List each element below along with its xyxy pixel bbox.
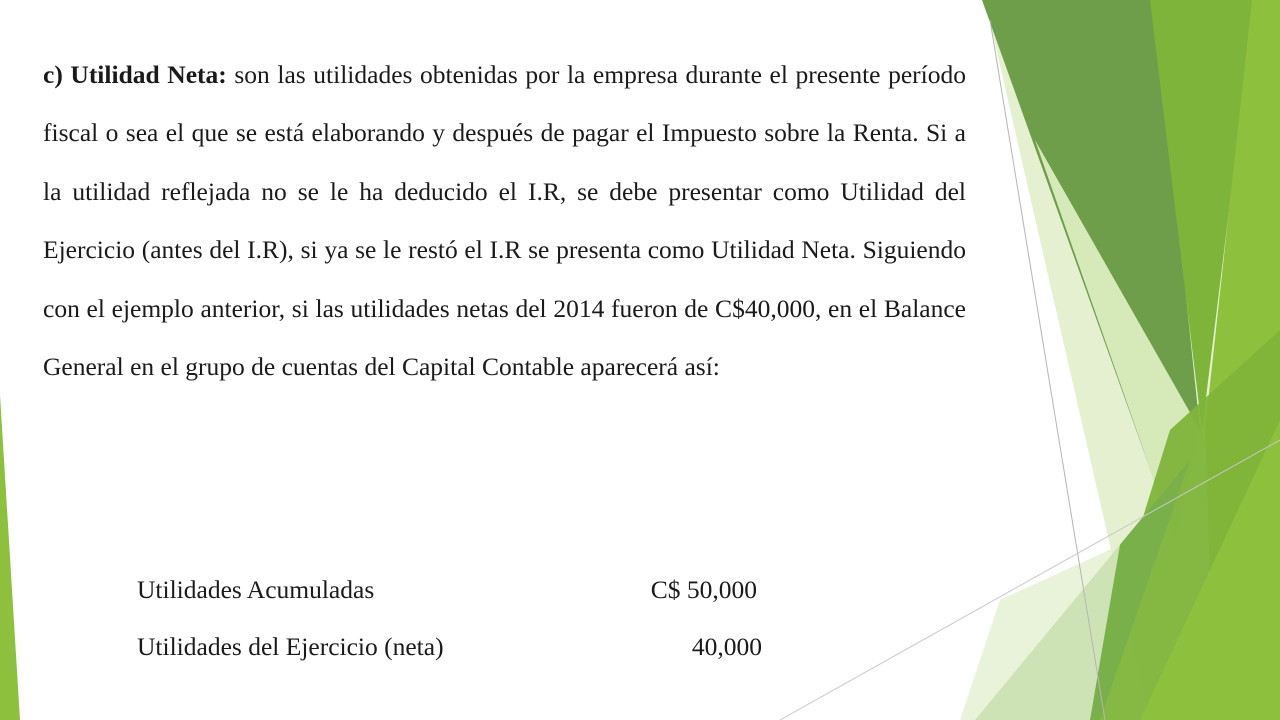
paragraph-body: son las utilidades obtenidas por la empresa durante el presente período fiscal o sea el que se está elaborando y después de pagar el Impuesto sobre la Renta. Si a la utilidad reflejada no se le ha deducido el I.R, se debe presentar como Utilidad del Ejercicio (antes del I.R), si ya se le restó el I.R se presenta como Utilidad Neta. Siguiendo con el ejemplo anterior, si las utilidades netas del 2014 fueron de C$40,000, en el Balance General en el grupo de cuentas del Capital Contable aparecerá así:	[43, 60, 966, 382]
row-label: Utilidades Acumuladas	[137, 575, 375, 604]
row-amount: 40,000	[691, 632, 762, 661]
row-amount: C$ 50,000	[650, 575, 757, 604]
table-row	[137, 632, 762, 662]
paragraph-heading: c) Utilidad Neta:	[43, 60, 227, 89]
utilidad-neta-paragraph	[43, 46, 966, 396]
left-facet	[0, 395, 20, 720]
row-label: Utilidades del Ejercicio (neta)	[137, 632, 444, 661]
table-row	[137, 575, 757, 605]
